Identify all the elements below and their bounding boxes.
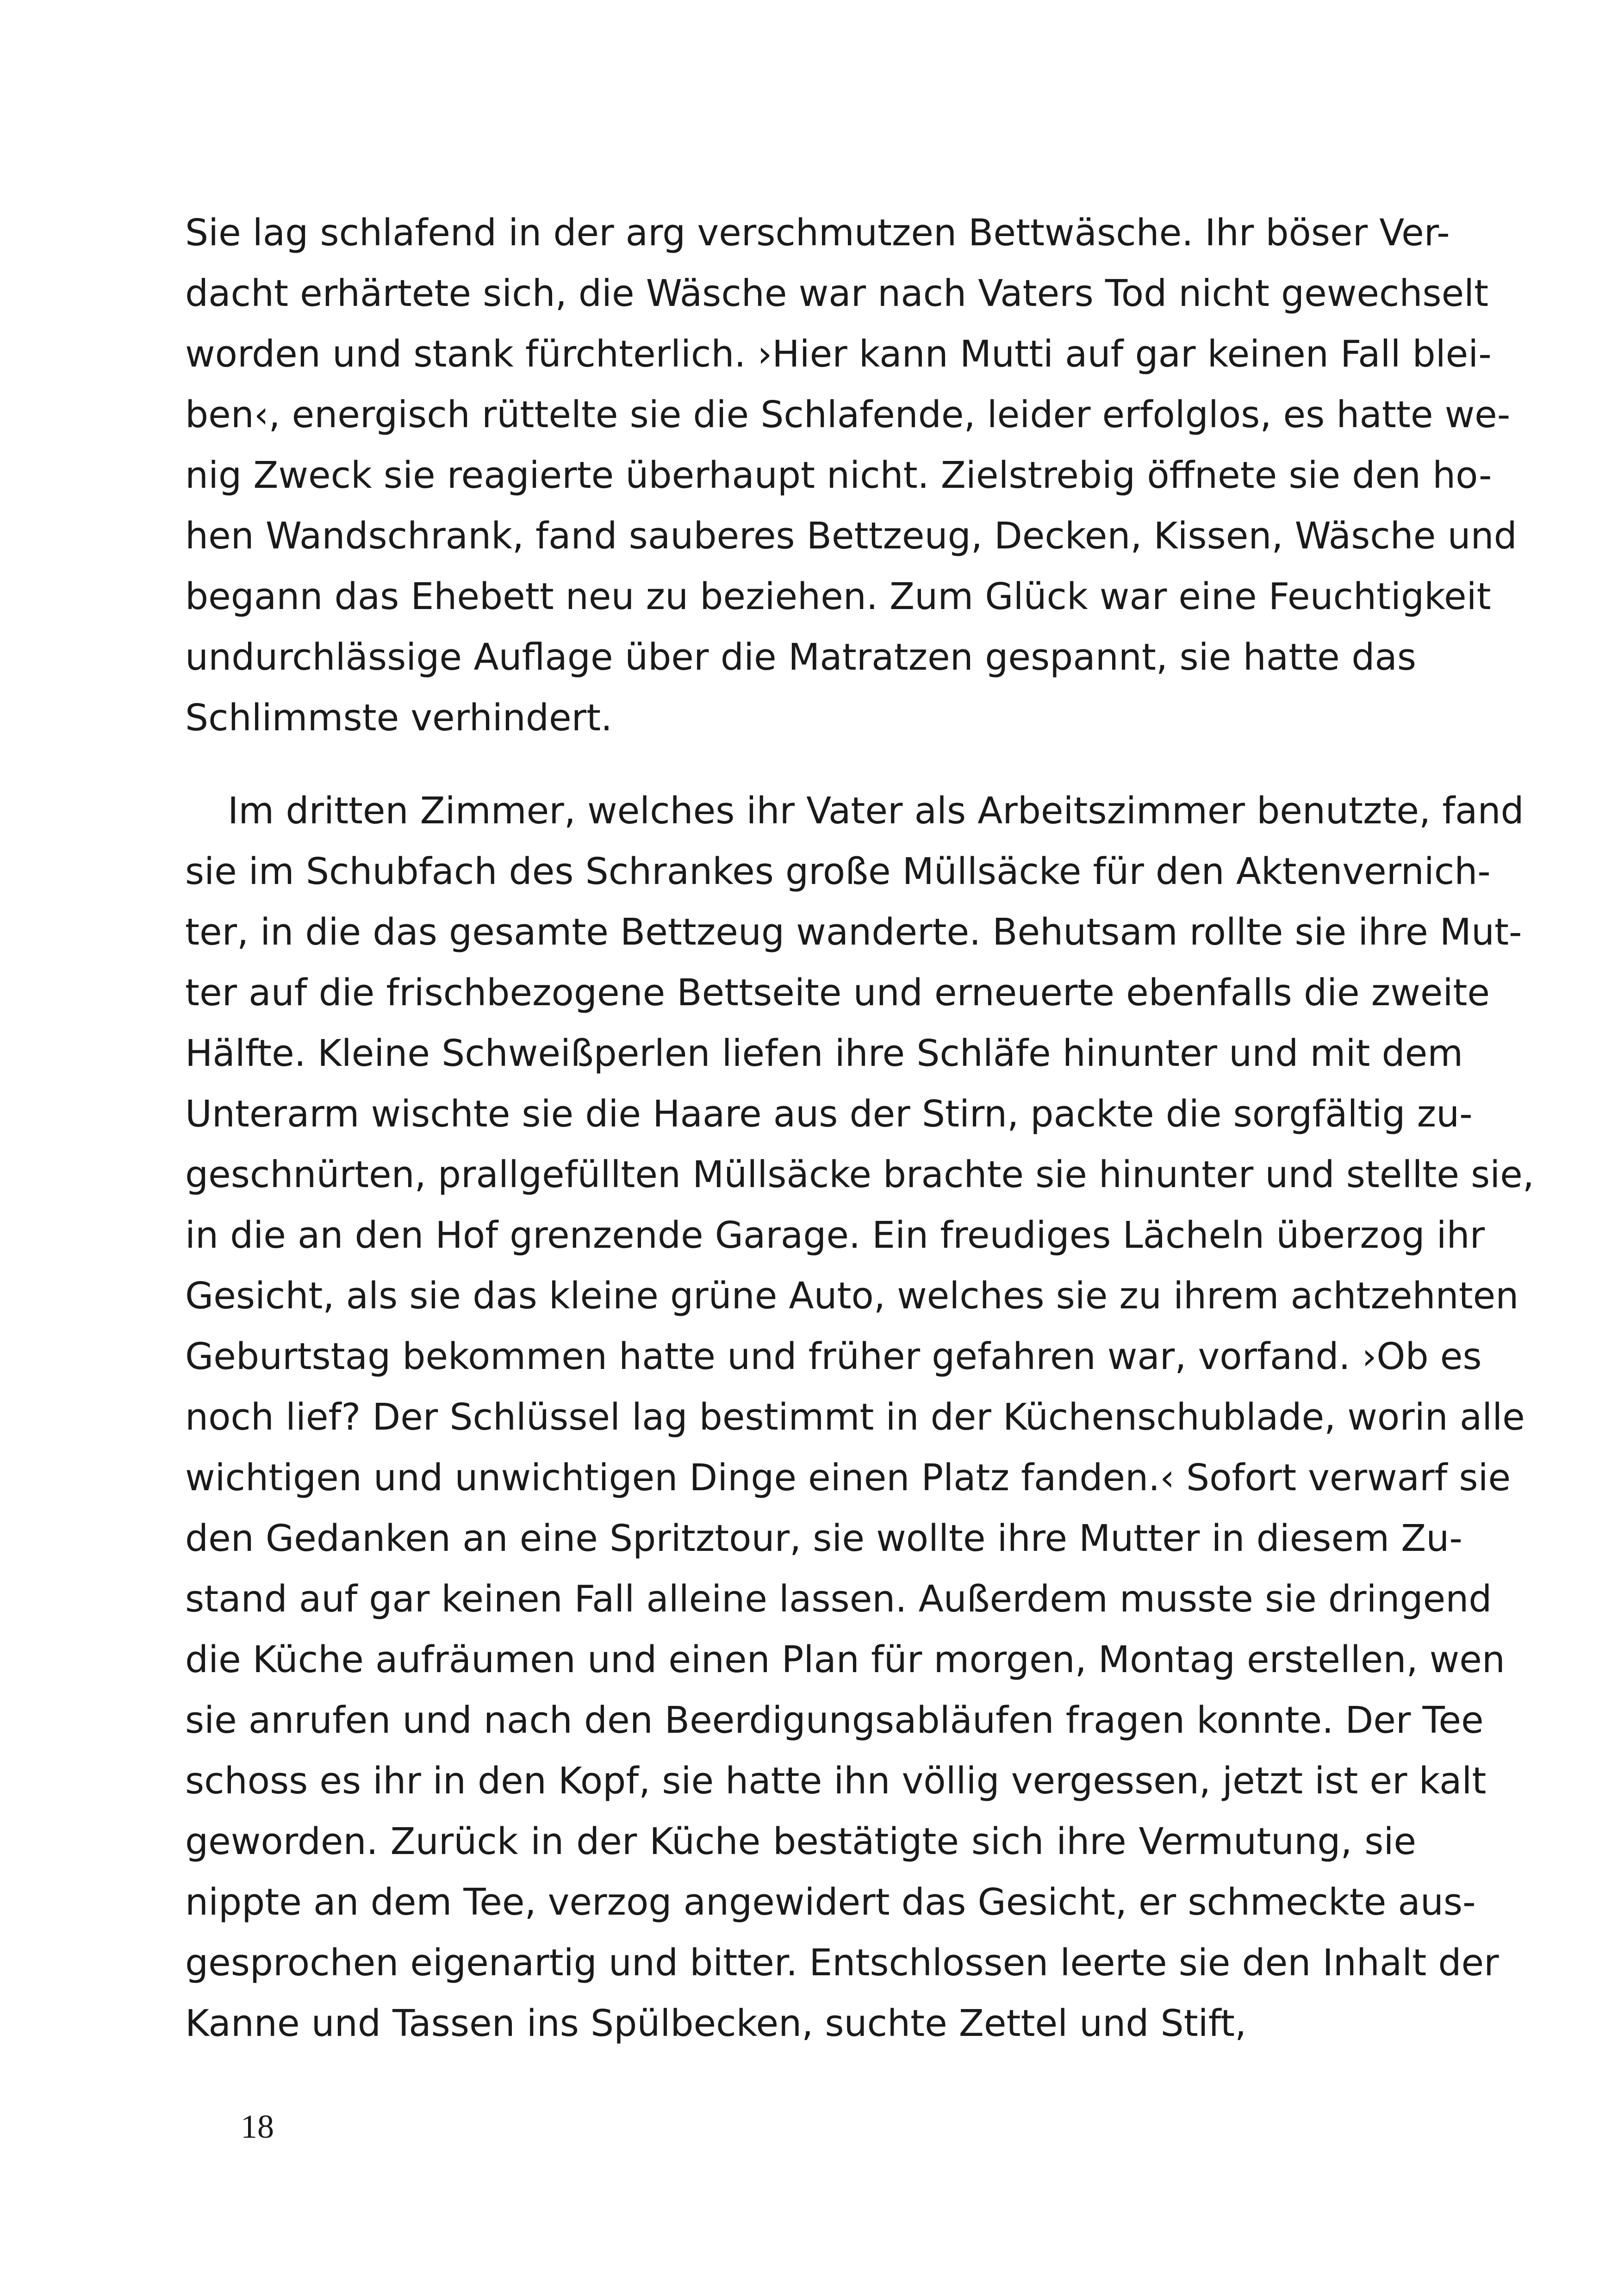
text-line: ben‹, energisch rüttelte sie die Schlafende, leider erfolglos, es hatte we- <box>185 393 1511 436</box>
text-line: Kanne und Tassen ins Spülbecken, suchte Zettel und Stift, <box>185 2002 1247 2045</box>
text-line: ter, in die das gesamte Bettzeug wanderte. Behutsam rollte sie ihre Mut- <box>185 911 1522 953</box>
text-line: gesprochen eigenartig und bitter. Entschlossen leerte sie den Inhalt der <box>185 1941 1499 1984</box>
text-line: stand auf gar keinen Fall alleine lassen. Außerdem musste sie dringend <box>185 1578 1492 1620</box>
text-line: Unterarm wischte sie die Haare aus der Stirn, packte die sorgfältig zu- <box>185 1093 1473 1135</box>
page-number: 18 <box>241 2108 274 2145</box>
text-line: worden und stank fürchterlich. ›Hier kann Mutti auf gar keinen Fall blei- <box>185 333 1492 375</box>
text-line: Im dritten Zimmer, welches ihr Vater als Arbeitszimmer benutzte, fand <box>228 790 1524 832</box>
text-line: geworden. Zurück in der Küche bestätigte sich ihre Vermutung, sie <box>185 1820 1416 1863</box>
text-line: Schlimmste verhindert. <box>185 697 613 739</box>
text-line: geschnürten, prallgefüllten Müllsäcke brachte sie hinunter und stellte sie, <box>185 1153 1534 1196</box>
text-line: wichtigen und unwichtigen Dinge einen Platz fanden.‹ Sofort verwarf sie <box>185 1456 1511 1499</box>
text-line: Gesicht, als sie das kleine grüne Auto, welches sie zu ihrem achtzehnten <box>185 1275 1519 1317</box>
text-line: undurchlässige Auflage über die Matratzen gespannt, sie hatte das <box>185 636 1416 678</box>
paragraph-1 <box>185 203 1517 748</box>
text-line: dacht erhärtete sich, die Wäsche war nach Vaters Tod nicht gewechselt <box>185 272 1489 315</box>
text-line: Sie lag schlafend in der arg verschmutzen Bettwäsche. Ihr böser Ver- <box>185 212 1450 254</box>
text-line: nippte an dem Tee, verzog angewidert das Gesicht, er schmeckte aus- <box>185 1881 1476 1923</box>
text-line: Hälfte. Kleine Schweißperlen liefen ihre Schläfe hinunter und mit dem <box>185 1032 1463 1075</box>
text-line: schoss es ihr in den Kopf, sie hatte ihn völlig vergessen, jetzt ist er kalt <box>185 1760 1487 1802</box>
text-line: noch lief? Der Schlüssel lag bestimmt in der Küchenschublade, worin alle <box>185 1396 1525 1438</box>
text-line: die Küche aufräumen und einen Plan für morgen, Montag erstellen, wen <box>185 1638 1505 1681</box>
text-line: sie im Schubfach des Schrankes große Müllsäcke für den Aktenvernich- <box>185 850 1491 893</box>
text-line: ter auf die frischbezogene Bettseite und erneuerte ebenfalls die zweite <box>185 971 1490 1014</box>
text-line: Geburtstag bekommen hatte und früher gefahren war, vorfand. ›Ob es <box>185 1335 1482 1378</box>
text-line: sie anrufen und nach den Beerdigungsabläufen fragen konnte. Der Tee <box>185 1699 1484 1742</box>
body-text <box>185 203 1534 2054</box>
text-line: nig Zweck sie reagierte überhaupt nicht. Zielstrebig öffnete sie den ho- <box>185 454 1492 497</box>
text-line: den Gedanken an eine Spritztour, sie wollte ihre Mutter in diesem Zu- <box>185 1517 1462 1560</box>
text-line: begann das Ehebett neu zu beziehen. Zum Glück war eine Feuchtigkeit <box>185 575 1491 618</box>
paragraph-2 <box>185 781 1534 2054</box>
text-line: hen Wandschrank, fand sauberes Bettzeug, Decken, Kissen, Wäsche und <box>185 515 1517 557</box>
text-line: in die an den Hof grenzende Garage. Ein freudiges Lächeln überzog ihr <box>185 1214 1485 1257</box>
